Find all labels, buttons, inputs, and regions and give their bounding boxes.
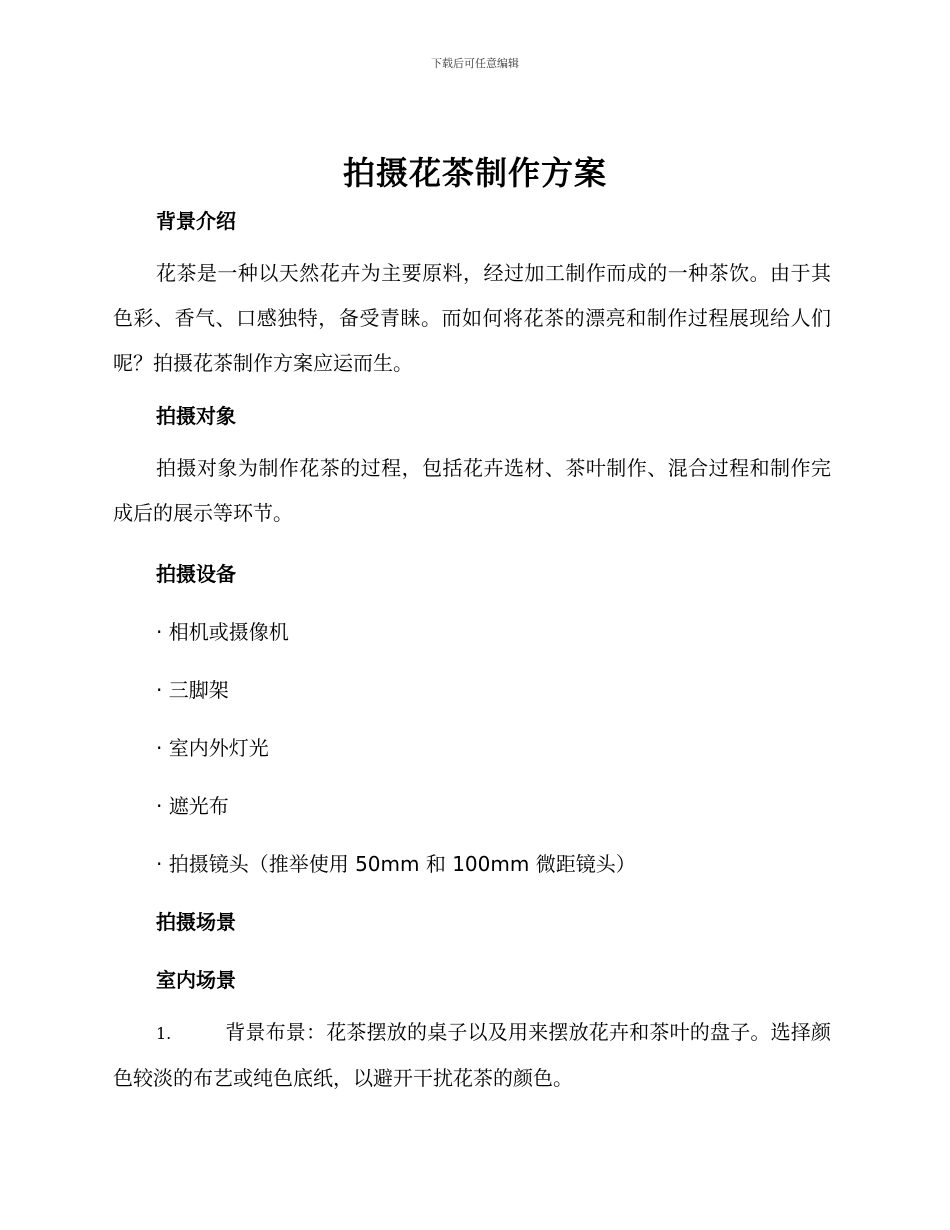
item-text: 背景布景：花茶摆放的桌子以及用来摆放花卉和茶叶的盘子。选择颜色较淡的布艺或纯色底纸，以避开干扰花茶的颜色。: [113, 1020, 831, 1090]
section-heading-background: 背景介绍: [156, 209, 236, 233]
numbered-item: [113, 1010, 831, 1101]
list-item: · 三脚架: [156, 678, 229, 702]
section-heading-equipment: 拍摄设备: [156, 562, 236, 586]
subsection-heading-indoor: 室内场景: [156, 968, 236, 992]
section-heading-subject: 拍摄对象: [156, 404, 236, 428]
list-item: · 拍摄镜头（推举使用 50mm 和 100mm 微距镜头）: [156, 852, 636, 876]
header-note: 下载后可任意编辑: [431, 57, 519, 70]
list-item: · 遮光布: [156, 794, 229, 818]
section-heading-scene: 拍摄场景: [156, 910, 236, 934]
paragraph-background: 花茶是一种以天然花卉为主要原料，经过加工制作而成的一种茶饮。由于其色彩、香气、口感独特，备受青睐。而如何将花茶的漂亮和制作过程展现给人们呢？拍摄花茶制作方案应运而生。: [113, 261, 831, 375]
list-item: · 相机或摄像机: [156, 620, 289, 644]
list-item: · 室内外灯光: [156, 736, 269, 760]
paragraph-subject: 拍摄对象为制作花茶的过程，包括花卉选材、茶叶制作、混合过程和制作完成后的展示等环节。: [113, 456, 831, 525]
item-number: 1.: [156, 1024, 172, 1043]
page-title: 拍摄花茶制作方案: [342, 154, 607, 192]
document-body: [113, 203, 831, 1101]
